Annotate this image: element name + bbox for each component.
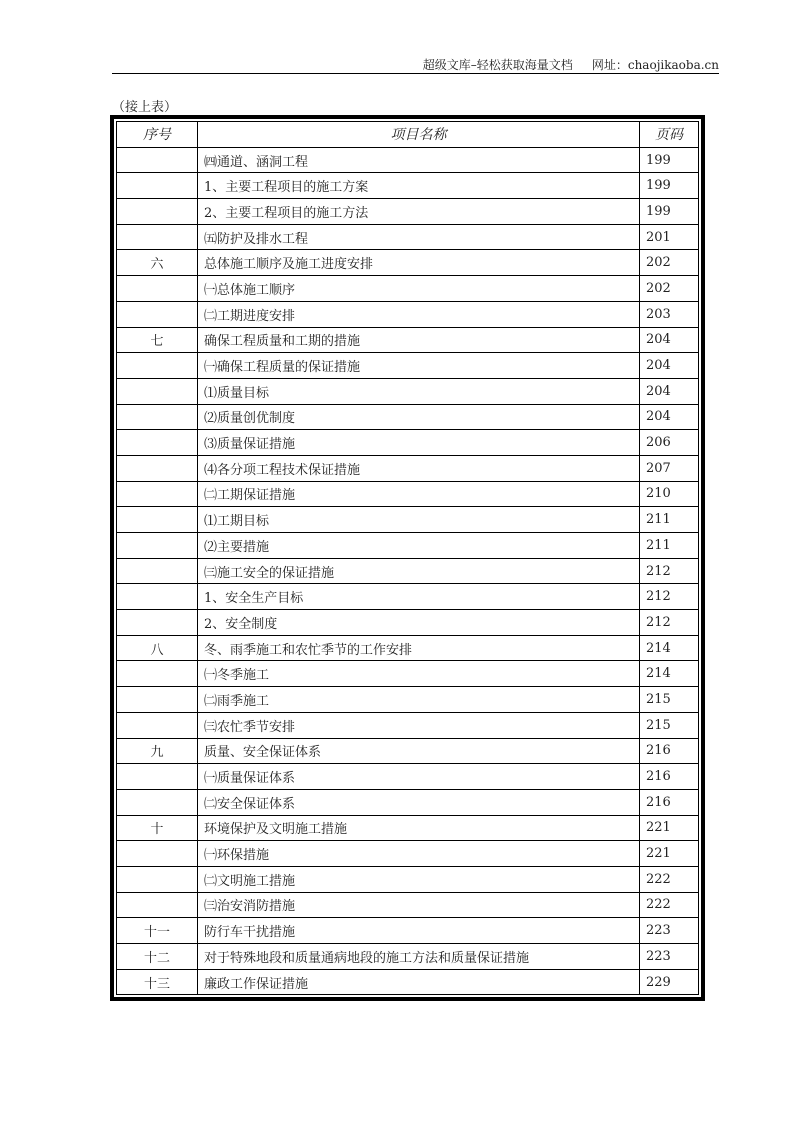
row-number	[117, 764, 198, 790]
row-number: 十	[117, 815, 198, 841]
row-page: 203	[640, 301, 699, 327]
table-row	[117, 353, 699, 379]
table-row	[117, 276, 699, 302]
row-page: 215	[640, 687, 699, 713]
table-row	[117, 687, 699, 713]
table-row	[117, 224, 699, 250]
row-page: 212	[640, 610, 699, 636]
row-name: 质量、安全保证体系	[198, 738, 640, 764]
table-row	[117, 199, 699, 225]
row-number	[117, 276, 198, 302]
row-name: ㈣通道、涵洞工程	[198, 147, 640, 173]
row-page: 206	[640, 430, 699, 456]
row-number: 十一	[117, 918, 198, 944]
row-name: 2、主要工程项目的施工方法	[198, 199, 640, 225]
row-page: 215	[640, 712, 699, 738]
row-name: ⑷各分项工程技术保证措施	[198, 455, 640, 481]
row-page: 216	[640, 738, 699, 764]
row-name: ㈢农忙季节安排	[198, 712, 640, 738]
table-row	[117, 404, 699, 430]
row-number	[117, 481, 198, 507]
row-number	[117, 841, 198, 867]
row-name: ㈡安全保证体系	[198, 789, 640, 815]
row-number	[117, 892, 198, 918]
row-number: 七	[117, 327, 198, 353]
table-header-row	[117, 122, 699, 148]
table-row	[117, 841, 699, 867]
row-name: 1、安全生产目标	[198, 584, 640, 610]
row-page: 214	[640, 661, 699, 687]
row-page: 216	[640, 789, 699, 815]
row-name: ㈡工期保证措施	[198, 481, 640, 507]
table-row	[117, 789, 699, 815]
table-row	[117, 610, 699, 636]
row-page: 214	[640, 635, 699, 661]
table-row	[117, 764, 699, 790]
table-row	[117, 969, 699, 995]
row-number	[117, 430, 198, 456]
row-page: 222	[640, 892, 699, 918]
row-page: 199	[640, 199, 699, 225]
row-name: ㈠确保工程质量的保证措施	[198, 353, 640, 379]
row-number: 六	[117, 250, 198, 276]
toc-table	[116, 121, 699, 995]
row-number	[117, 301, 198, 327]
row-name: ⑴质量目标	[198, 378, 640, 404]
table-row	[117, 301, 699, 327]
table-row	[117, 944, 699, 970]
row-name: ⑴工期目标	[198, 507, 640, 533]
row-number	[117, 224, 198, 250]
row-number: 十二	[117, 944, 198, 970]
row-page: 223	[640, 918, 699, 944]
col-header-number: 序号	[117, 122, 198, 148]
row-name: 对于特殊地段和质量通病地段的施工方法和质量保证措施	[198, 944, 640, 970]
table-row	[117, 635, 699, 661]
row-number	[117, 455, 198, 481]
row-page: 202	[640, 250, 699, 276]
header-site: 超级文库–轻松获取海量文档	[422, 58, 573, 72]
toc-table-frame	[110, 115, 705, 1001]
row-name: ㈢治安消防措施	[198, 892, 640, 918]
row-number	[117, 661, 198, 687]
row-page: 221	[640, 841, 699, 867]
table-row	[117, 661, 699, 687]
table-row	[117, 250, 699, 276]
row-number	[117, 147, 198, 173]
row-name: 防行车干扰措施	[198, 918, 640, 944]
row-number	[117, 353, 198, 379]
table-row	[117, 558, 699, 584]
row-number: 八	[117, 635, 198, 661]
row-name: ㈡文明施工措施	[198, 866, 640, 892]
row-page: 204	[640, 404, 699, 430]
table-row	[117, 712, 699, 738]
row-page: 204	[640, 327, 699, 353]
row-name: 2、安全制度	[198, 610, 640, 636]
table-row	[117, 147, 699, 173]
col-header-page: 页码	[640, 122, 699, 148]
row-name: 廉政工作保证措施	[198, 969, 640, 995]
row-page: 210	[640, 481, 699, 507]
page-header	[112, 56, 719, 73]
row-number	[117, 789, 198, 815]
table-row	[117, 327, 699, 353]
row-name: ⑵质量创优制度	[198, 404, 640, 430]
row-number	[117, 610, 198, 636]
row-name: 环境保护及文明施工措施	[198, 815, 640, 841]
row-page: 211	[640, 533, 699, 559]
row-page: 211	[640, 507, 699, 533]
row-name: ㈠总体施工顺序	[198, 276, 640, 302]
table-row	[117, 173, 699, 199]
table-row	[117, 533, 699, 559]
table-row	[117, 378, 699, 404]
row-page: 221	[640, 815, 699, 841]
row-name: 冬、雨季施工和农忙季节的工作安排	[198, 635, 640, 661]
row-name: 确保工程质量和工期的措施	[198, 327, 640, 353]
row-page: 201	[640, 224, 699, 250]
row-number	[117, 507, 198, 533]
row-number	[117, 199, 198, 225]
row-name: ⑶质量保证措施	[198, 430, 640, 456]
table-row	[117, 584, 699, 610]
row-name: ㈤防护及排水工程	[198, 224, 640, 250]
row-name: ㈡雨季施工	[198, 687, 640, 713]
row-number	[117, 866, 198, 892]
table-row	[117, 738, 699, 764]
row-name: ㈡工期进度安排	[198, 301, 640, 327]
row-page: 222	[640, 866, 699, 892]
row-page: 212	[640, 558, 699, 584]
table-row	[117, 430, 699, 456]
row-name: 1、主要工程项目的施工方案	[198, 173, 640, 199]
row-number	[117, 558, 198, 584]
row-page: 202	[640, 276, 699, 302]
row-page: 199	[640, 147, 699, 173]
table-row	[117, 507, 699, 533]
row-name: ㈠质量保证体系	[198, 764, 640, 790]
row-name: ㈠冬季施工	[198, 661, 640, 687]
row-number	[117, 687, 198, 713]
table-row	[117, 481, 699, 507]
row-name: 总体施工顺序及施工进度安排	[198, 250, 640, 276]
row-number	[117, 173, 198, 199]
row-number	[117, 404, 198, 430]
row-page: 207	[640, 455, 699, 481]
row-name: ⑵主要措施	[198, 533, 640, 559]
table-row	[117, 455, 699, 481]
row-page: 199	[640, 173, 699, 199]
table-row	[117, 918, 699, 944]
header-url: 网址：chaojikaoba.cn	[591, 58, 719, 72]
row-page: 216	[640, 764, 699, 790]
row-page: 229	[640, 969, 699, 995]
row-number	[117, 378, 198, 404]
continued-label: （接上表）	[112, 100, 178, 115]
row-number	[117, 584, 198, 610]
row-page: 212	[640, 584, 699, 610]
table-row	[117, 866, 699, 892]
row-name: ㈢施工安全的保证措施	[198, 558, 640, 584]
row-number: 十三	[117, 969, 198, 995]
row-name: ㈠环保措施	[198, 841, 640, 867]
row-page: 204	[640, 353, 699, 379]
table-row	[117, 892, 699, 918]
row-number	[117, 712, 198, 738]
row-page: 204	[640, 378, 699, 404]
row-number	[117, 533, 198, 559]
row-number: 九	[117, 738, 198, 764]
table-row	[117, 815, 699, 841]
col-header-name: 项目名称	[198, 122, 640, 148]
header-rule	[112, 73, 719, 74]
row-page: 223	[640, 944, 699, 970]
